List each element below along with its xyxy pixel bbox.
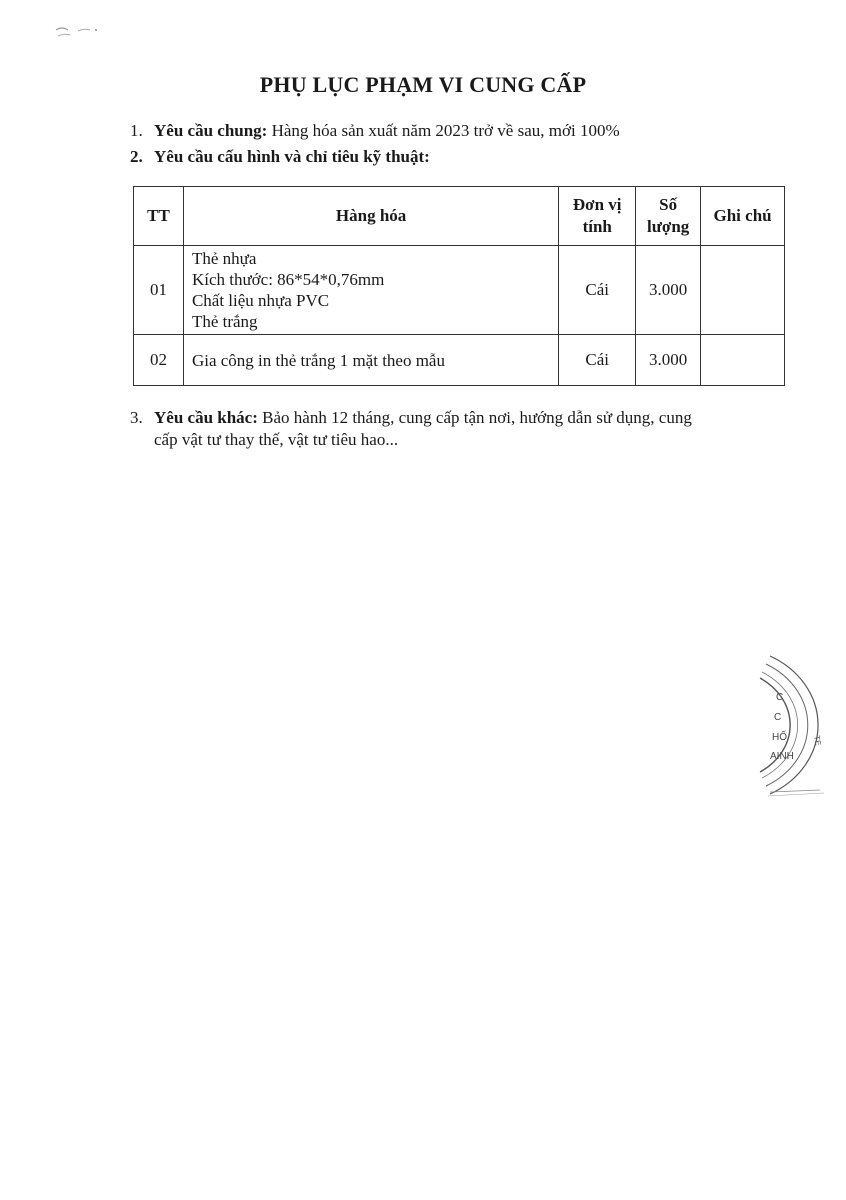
- requirement-text-continued: cấp vật tư thay thế, vật tư tiêu hao...: [154, 430, 399, 449]
- requirement-text: Bảo hành 12 tháng, cung cấp tận nơi, hướng dẫn sử dụng, cung: [257, 408, 692, 427]
- requirement-number: 1.: [130, 121, 143, 140]
- cell-quantity: 3.000: [636, 335, 701, 386]
- header-unit-line2: tính: [582, 217, 612, 236]
- header-qty-line2: lượng: [646, 217, 690, 236]
- general-requirement: [130, 120, 620, 142]
- cell-quantity: 3.000: [636, 246, 701, 335]
- table-row: [134, 335, 785, 386]
- cell-note: [701, 335, 785, 386]
- header-qty-line1: Số: [659, 195, 678, 214]
- header-tt: TT: [134, 187, 184, 246]
- goods-line: Gia công in thẻ trắng 1 mặt theo mẫu: [191, 350, 445, 370]
- goods-line: Thẻ trắng: [191, 312, 258, 331]
- requirement-label: Yêu cầu chung:: [154, 121, 268, 140]
- header-unit: [559, 187, 636, 246]
- header-unit-line1: Đơn vị: [572, 195, 622, 214]
- official-stamp: [740, 650, 840, 800]
- technical-requirement: [130, 146, 430, 168]
- header-goods: Hàng hóa: [183, 187, 558, 246]
- cell-goods: [183, 246, 558, 335]
- page-title: PHỤ LỤC PHẠM VI CUNG CẤP: [259, 72, 587, 97]
- goods-line: Thẻ nhựa: [191, 249, 257, 268]
- stamp-fragment: C: [774, 712, 782, 723]
- requirement-number: 3.: [130, 408, 143, 427]
- requirement-label: Yêu cầu cấu hình và chỉ tiêu kỹ thuật:: [154, 147, 430, 166]
- other-requirement: [130, 407, 770, 451]
- header-note: Ghi chú: [701, 187, 785, 246]
- cell-tt: 02: [134, 335, 184, 386]
- stamp-fragment: HỐ: [772, 732, 787, 743]
- goods-line: Chất liệu nhựa PVC: [191, 291, 330, 310]
- header-quantity: [636, 187, 701, 246]
- cell-tt: 01: [134, 246, 184, 335]
- stamp-seal-icon: [740, 650, 840, 800]
- stamp-fragment: C: [776, 692, 784, 703]
- stamp-fragment: AINH: [770, 751, 794, 762]
- cell-note: [701, 246, 785, 335]
- table-row: [134, 246, 785, 335]
- cell-unit: Cái: [559, 335, 636, 386]
- scan-mark-icon: [52, 22, 102, 42]
- cell-goods: [183, 335, 558, 386]
- requirement-text: Hàng hóa sản xuất năm 2023 trở về sau, mới 100%: [267, 121, 620, 140]
- requirement-number: 2.: [130, 147, 143, 166]
- svg-text:TE: TE: [812, 734, 823, 747]
- table-header-row: [134, 187, 785, 246]
- requirement-label: Yêu cầu khác:: [154, 408, 258, 427]
- specification-table: [133, 186, 785, 386]
- goods-line: Kích thước: 86*54*0,76mm: [191, 270, 385, 289]
- cell-unit: Cái: [559, 246, 636, 335]
